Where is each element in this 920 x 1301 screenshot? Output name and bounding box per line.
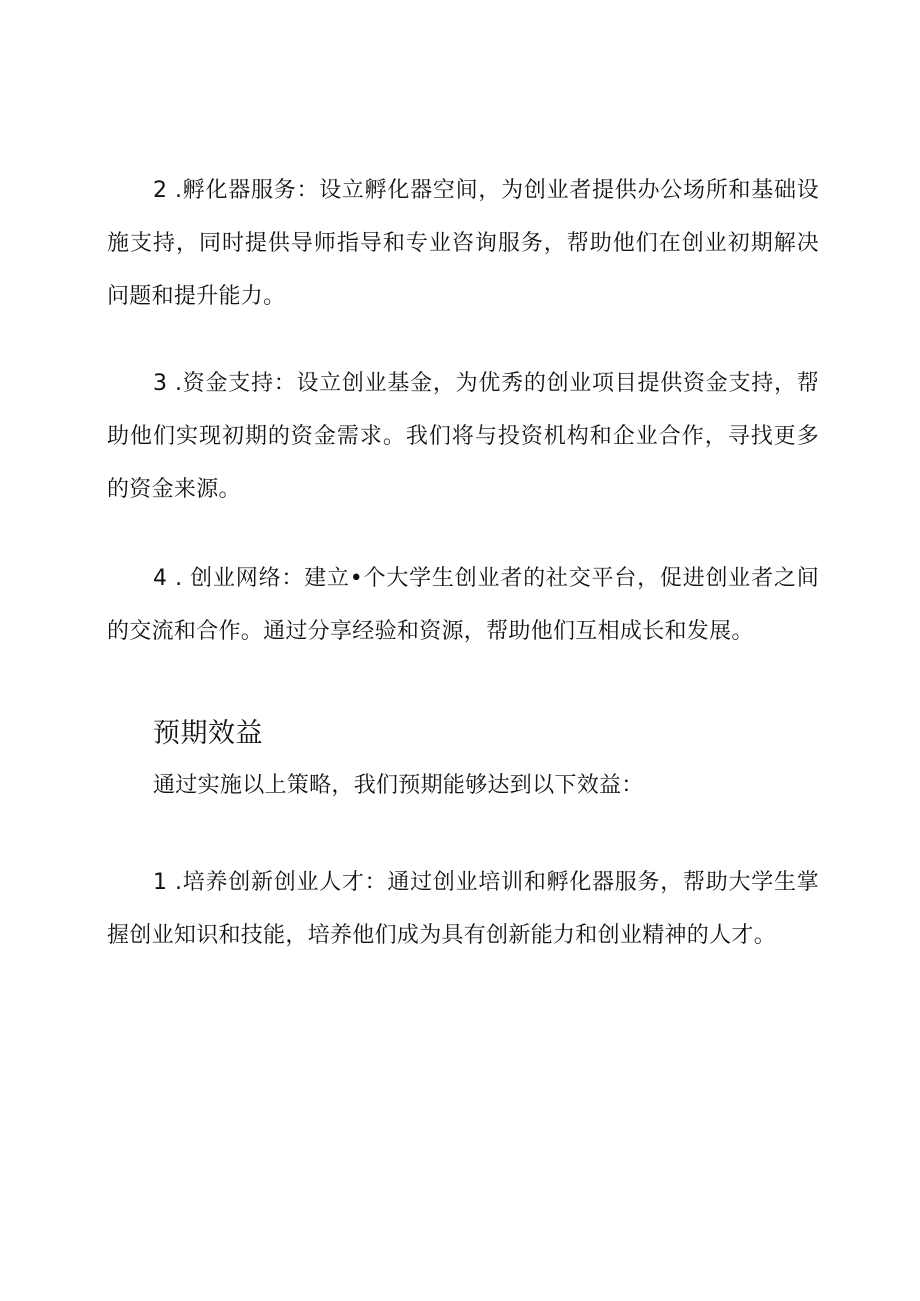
benefit-item-talent: 1 .培养创新创业人才：通过创业培训和孵化器服务，帮助大学生掌握创业知识和技能，培养他们成为具有创新能力和创业精神的人才。 (107, 870, 819, 948)
benefits-intro: 通过实施以上策略，我们预期能够达到以下效益： (153, 773, 644, 798)
strategy-item-network: 4 . 创业网络：建立•个大学生创业者的社交平台，促进创业者之间的交流和合作。通过分享经验和资源，帮助他们互相成长和发展。 (107, 566, 819, 644)
strategy-item-incubator: 2 .孵化器服务：设立孵化器空间，为创业者提供办公场所和基础设施支持，同时提供导师指导和专业咨询服务，帮助他们在创业初期解决问题和提升能力。 (107, 178, 819, 309)
section-heading-benefits: 预期效益 (153, 718, 263, 749)
strategy-item-funding: 3 .资金支持：设立创业基金，为优秀的创业项目提供资金支持，帮助他们实现初期的资金需求。我们将与投资机构和企业合作，寻找更多的资金来源。 (107, 371, 819, 502)
